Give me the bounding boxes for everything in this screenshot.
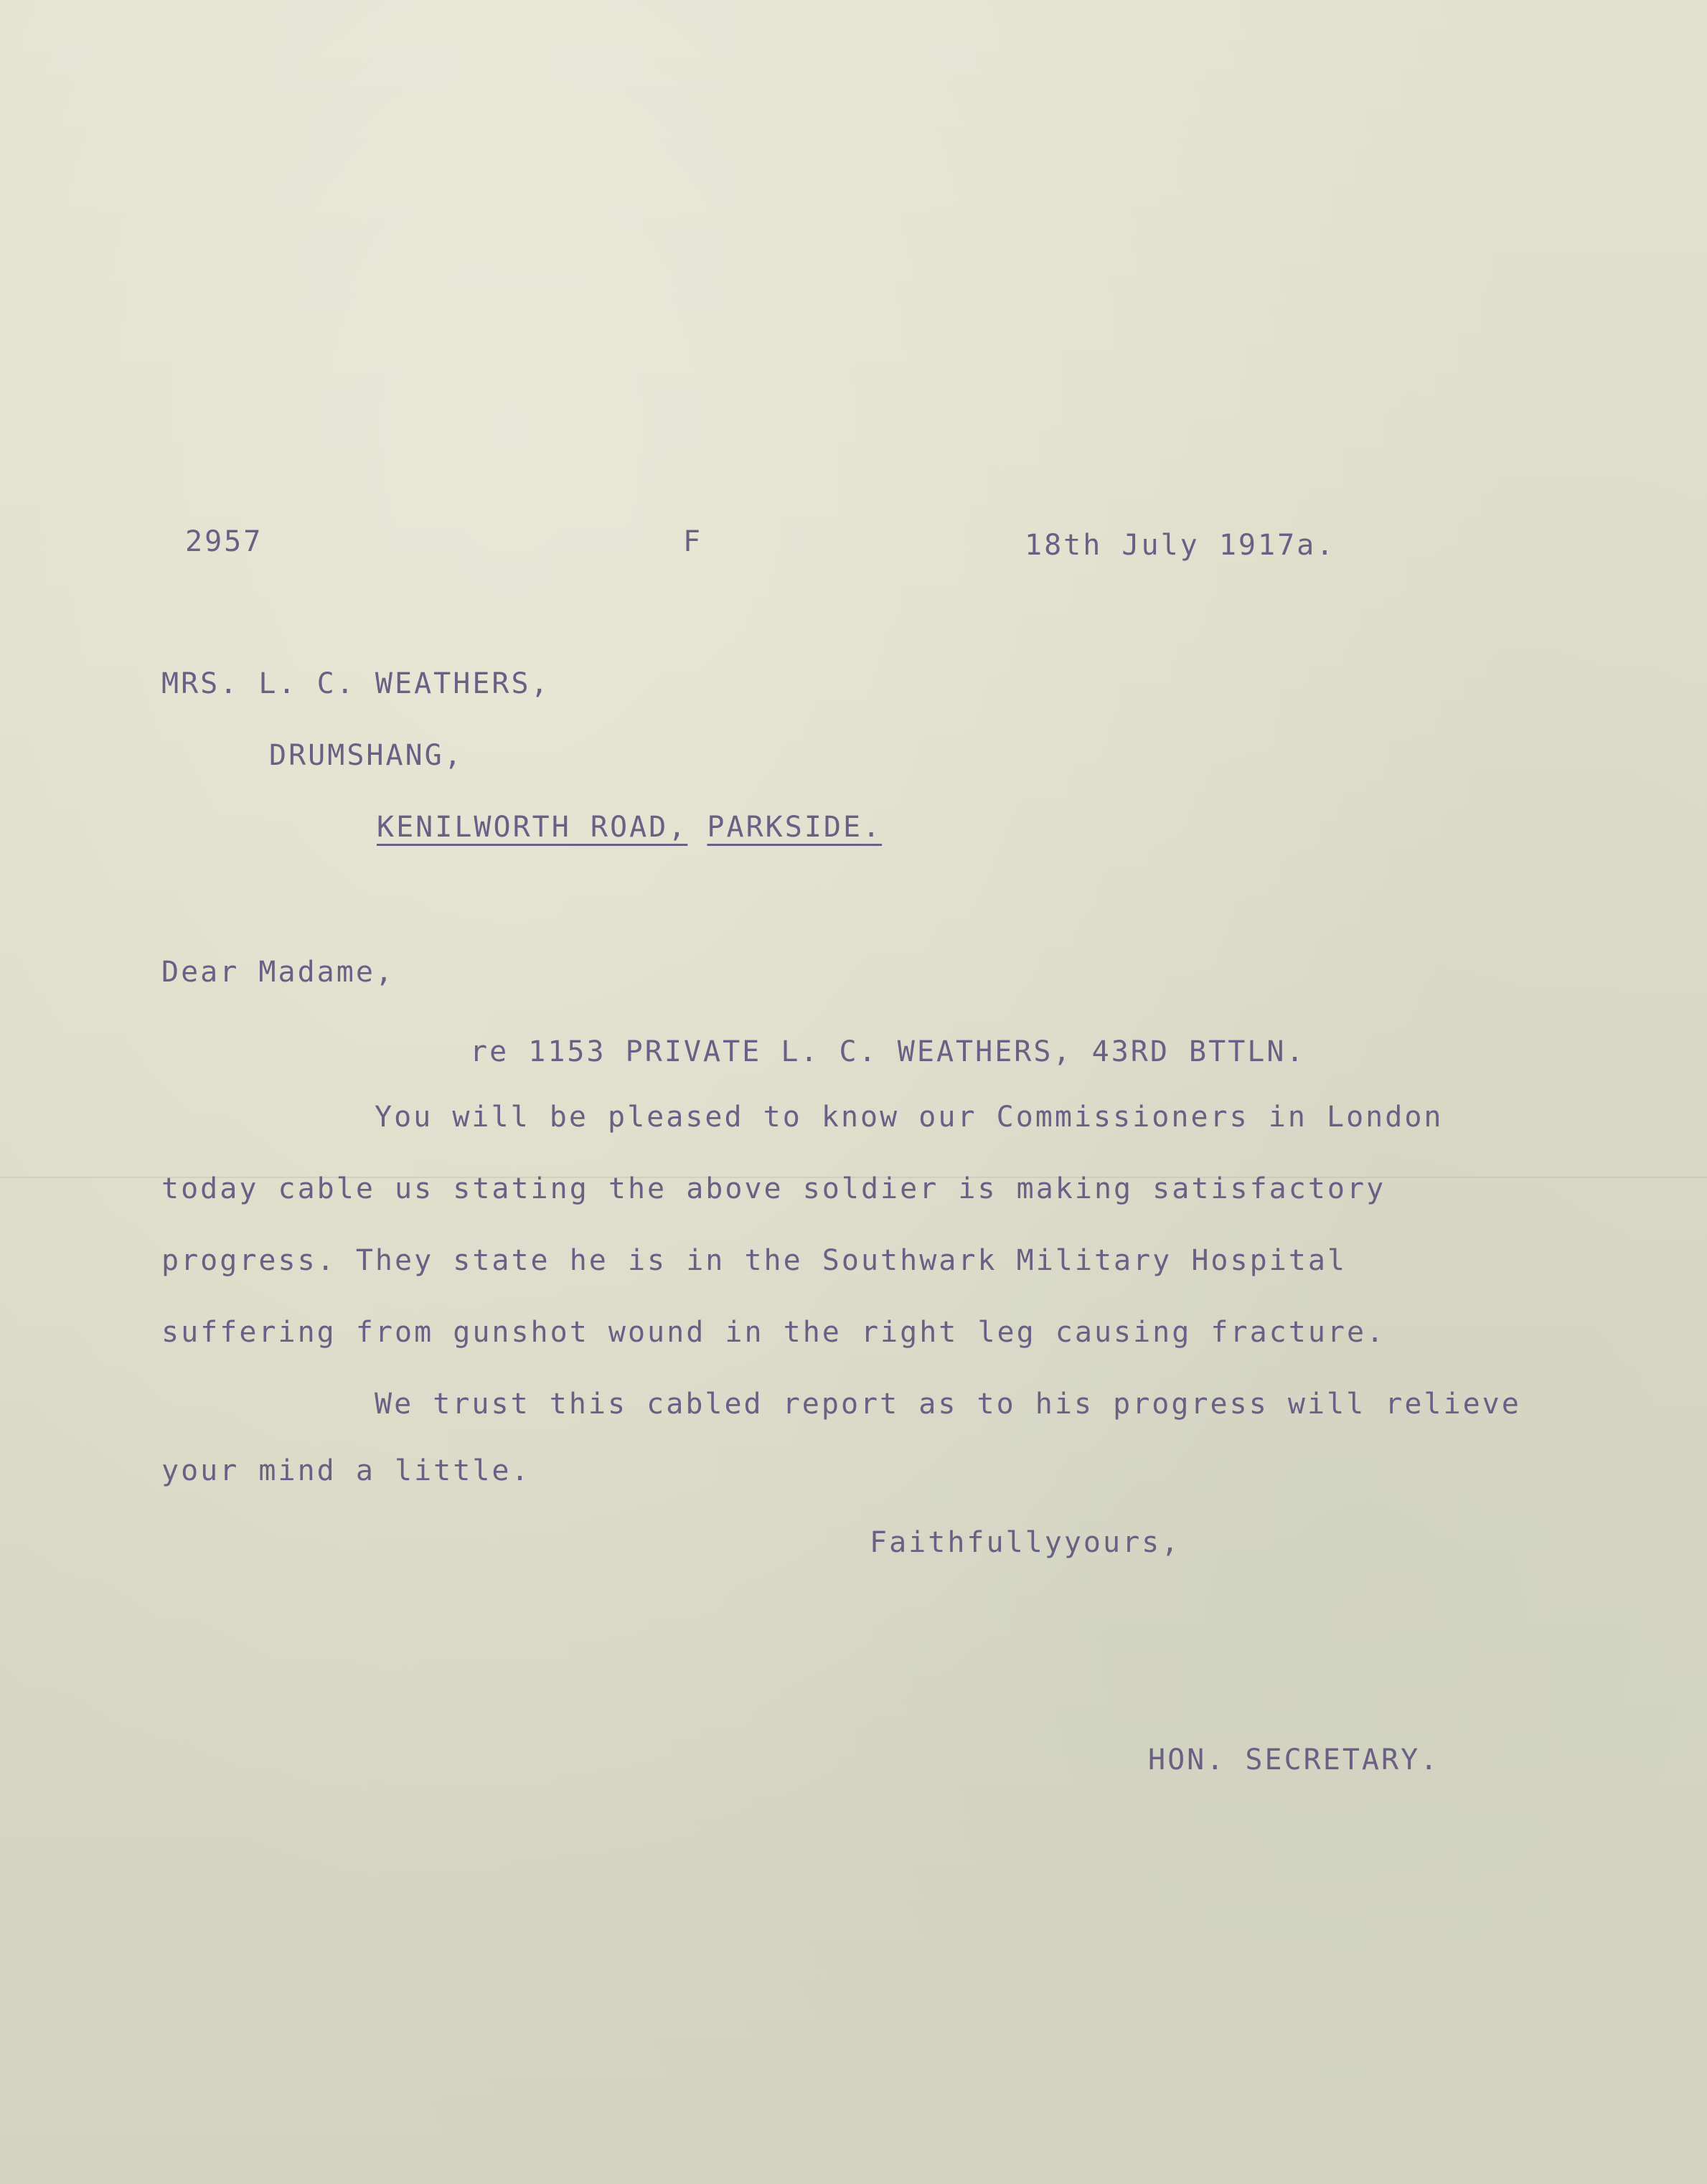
body-line: We trust this cabled report as to his progress will relieve — [375, 1388, 1521, 1421]
letter-date: 18th July 1917a. — [1025, 529, 1336, 562]
signature-title: HON. SECRETARY. — [1148, 1743, 1440, 1776]
salutation: Dear Madame, — [161, 956, 395, 989]
body-line: progress. They state he is in the Southwark Military Hospital — [161, 1244, 1348, 1277]
recipient-suburb: PARKSIDE. — [707, 811, 883, 844]
subject-line: re 1153 PRIVATE L. C. WEATHERS, 43RD BTTLN. — [470, 1035, 1306, 1068]
recipient-address — [377, 813, 882, 842]
body-line: your mind a little. — [161, 1454, 531, 1487]
body-line: You will be pleased to know our Commissioners in London — [375, 1101, 1444, 1134]
body-line: today cable us stating the above soldier is making satisfactory — [161, 1172, 1386, 1205]
closing: Faithfullyyours, — [870, 1526, 1181, 1559]
reference-number: 2957 — [185, 525, 263, 558]
body-line: suffering from gunshot wound in the right leg causing fracture. — [161, 1316, 1386, 1349]
recipient-street: KENILWORTH ROAD, — [377, 811, 688, 844]
recipient-house: DRUMSHANG, — [269, 739, 464, 772]
recipient-name: MRS. L. C. WEATHERS, — [161, 667, 550, 700]
reference-letter: F — [683, 525, 703, 558]
